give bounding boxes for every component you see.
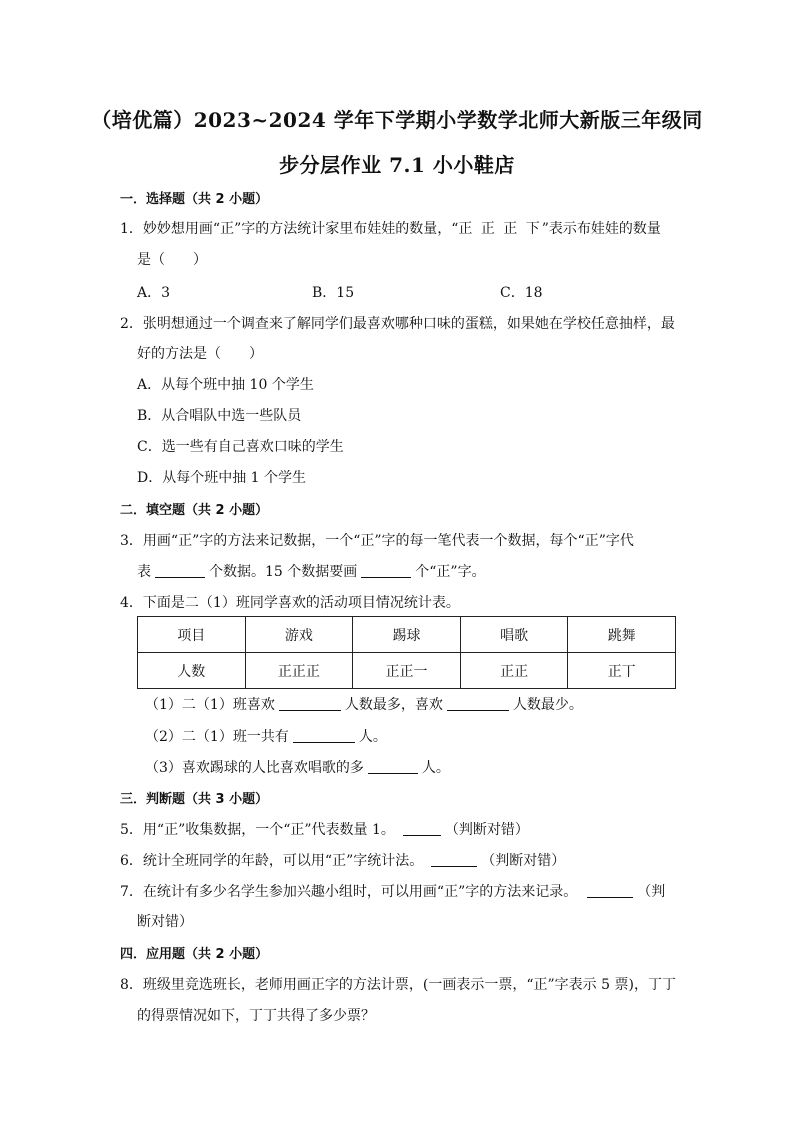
q4-s3-text-b: 人。 bbox=[421, 760, 450, 776]
q3-text-a: 表 bbox=[137, 564, 151, 580]
q4-subquestion-1 bbox=[145, 694, 705, 714]
question-1 bbox=[120, 218, 680, 238]
q3-blank-1[interactable] bbox=[155, 563, 205, 578]
q4-s1-text-c: 人数最少。 bbox=[512, 697, 583, 713]
q1-option-c[interactable]: C．18 bbox=[500, 285, 543, 301]
q2-option-a[interactable]: A．从每个班中抽 10 个学生 bbox=[137, 377, 314, 393]
question-3-line1: 3．用画“正”字的方法来记数据，一个“正”字的每一笔代表一个数据，每个“正”字代 bbox=[120, 533, 634, 549]
section-fill-heading: 二．填空题（共 2 小题） bbox=[120, 503, 269, 518]
question-6 bbox=[120, 850, 680, 870]
q4-s2-blank[interactable] bbox=[293, 728, 355, 743]
section-application-heading: 四．应用题（共 2 小题） bbox=[120, 947, 269, 962]
question-2-line1: 2．张明想通过一个调查来了解同学们最喜欢哪种口味的蛋糕，如果她在学校任意抽样，最 bbox=[120, 316, 675, 332]
q4-s1-text-b: 人数最多，喜欢 bbox=[344, 697, 443, 713]
q4-subquestion-3 bbox=[145, 757, 705, 777]
table-header-cell: 游戏 bbox=[245, 617, 353, 653]
table-header-cell: 项目 bbox=[138, 617, 246, 653]
question-7 bbox=[120, 881, 680, 901]
q3-text-c: 个“正”字。 bbox=[415, 564, 486, 580]
q7-text: 7．在统计有多少名学生参加兴趣小组时，可以用画“正”字的方法来记录。 bbox=[120, 884, 578, 900]
q6-blank[interactable] bbox=[431, 852, 477, 867]
activity-tally-table bbox=[137, 616, 676, 689]
q1-line2: 是（ ） bbox=[137, 252, 207, 268]
q6-text: 6．统计全班同学的年龄，可以用“正”字统计法。 bbox=[120, 853, 424, 869]
question-4-intro: 4．下面是二（1）班同学喜欢的活动项目情况统计表。 bbox=[120, 595, 460, 611]
question-5 bbox=[120, 819, 680, 839]
table-row bbox=[138, 617, 676, 653]
table-cell: 正正一 bbox=[353, 653, 461, 689]
q4-s2-text-a: （2）二（1）班一共有 bbox=[145, 729, 289, 745]
table-header-cell: 跳舞 bbox=[568, 617, 676, 653]
q4-s1-blank-1[interactable] bbox=[279, 696, 341, 711]
q2-option-d[interactable]: D．从每个班中抽 1 个学生 bbox=[137, 470, 307, 486]
q4-s1-blank-2[interactable] bbox=[447, 696, 509, 711]
table-cell: 正正 bbox=[460, 653, 568, 689]
q4-s2-text-b: 人。 bbox=[358, 729, 387, 745]
q3-blank-2[interactable] bbox=[361, 563, 411, 578]
page-title-line1: （培优篇）2023~2024 学年下学期小学数学北师大新版三年级同 bbox=[91, 108, 703, 132]
q1-text-part1: 1．妙妙想用画“正”字的方法统计家里布娃娃的数量，“ bbox=[120, 221, 459, 237]
page-title-line2: 步分层作业 7.1 小小鞋店 bbox=[279, 153, 515, 177]
q5-blank[interactable] bbox=[403, 821, 441, 836]
q4-s3-text-a: （3）喜欢踢球的人比喜欢唱歌的多 bbox=[145, 760, 364, 776]
q6-suffix: （判断对错） bbox=[481, 853, 566, 869]
tally-mark-symbols: 正 正 正 下 bbox=[458, 221, 542, 237]
question-2-line2: 好的方法是（ ） bbox=[137, 346, 263, 362]
question-3-line2 bbox=[137, 561, 697, 581]
q4-subquestion-2 bbox=[145, 726, 705, 746]
q5-suffix: （判断对错） bbox=[444, 822, 529, 838]
q1-text-part2: ”表示布娃娃的数量 bbox=[541, 221, 661, 237]
q2-option-b[interactable]: B．从合唱队中选一些队员 bbox=[137, 408, 302, 424]
q4-s3-blank[interactable] bbox=[368, 759, 418, 774]
q7-blank[interactable] bbox=[587, 883, 633, 898]
table-row bbox=[138, 653, 676, 689]
q4-s1-text-a: （1）二（1）班喜欢 bbox=[145, 697, 275, 713]
q1-option-a[interactable]: A．3 bbox=[137, 285, 171, 301]
question-8-line1: 8．班级里竞选班长，老师用画正字的方法计票，(一画表示一票，“正”字表示 5 票)，丁丁 bbox=[120, 977, 676, 993]
q1-option-b[interactable]: B．15 bbox=[312, 285, 355, 301]
q2-option-c[interactable]: C．选一些有自己喜欢口味的学生 bbox=[137, 439, 344, 455]
section-choice-heading: 一．选择题（共 2 小题） bbox=[120, 192, 269, 207]
table-cell: 正正正 bbox=[245, 653, 353, 689]
question-7-line2: 断对错） bbox=[137, 914, 193, 930]
table-cell: 人数 bbox=[138, 653, 246, 689]
q3-text-b: 个数据。15 个数据要画 bbox=[209, 564, 358, 580]
table-header-cell: 踢球 bbox=[353, 617, 461, 653]
q5-text: 5．用“正”收集数据，一个“正”代表数量 1。 bbox=[120, 822, 395, 838]
table-header-cell: 唱歌 bbox=[460, 617, 568, 653]
question-8-line2: 的得票情况如下，丁丁共得了多少票？ bbox=[137, 1008, 375, 1024]
q7-suffix: （判 bbox=[637, 884, 666, 900]
section-judge-heading: 三．判断题（共 3 小题） bbox=[120, 792, 269, 807]
table-cell: 正丅 bbox=[568, 653, 676, 689]
